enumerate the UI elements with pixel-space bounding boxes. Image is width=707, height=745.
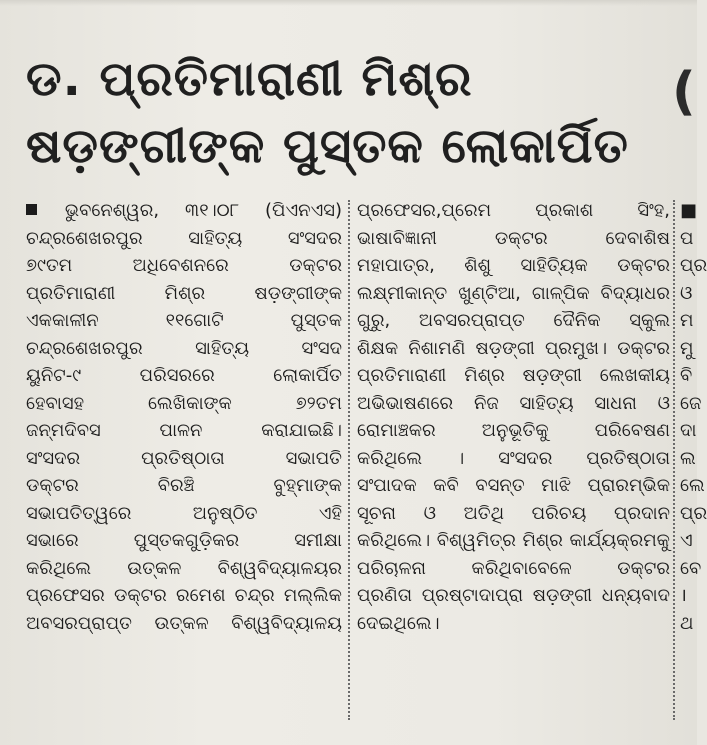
column-divider-1 bbox=[348, 200, 350, 720]
column-1-line: ପ୍ରଫେସର ଡକ୍ଟର ରମେଶ ଚନ୍ଦ୍ର ମଲ୍ଲିକ bbox=[26, 585, 342, 606]
fragment-line: ଲେ bbox=[680, 475, 705, 496]
column-1-line: ଏକକାଳୀନ ୧୧ଗୋଟି ପୁସ୍ତକ bbox=[26, 310, 342, 331]
fragment-line: । bbox=[680, 585, 687, 606]
fragment-line: ମ bbox=[680, 310, 694, 331]
dateline-text: ଭୁବନେଶ୍ୱର, ୩୧।୦୮ (ପିଏନଏସ) bbox=[64, 200, 342, 221]
column-2-line: ରୋମାଞ୍ଚକର ଅନୁଭୂତିକୁ ପରିବେଷଣ bbox=[357, 420, 670, 441]
column-1-line: ଚନ୍ଦ୍ରଶେଖରପୁର ସାହିତ୍ୟ ସଂସଦ bbox=[26, 337, 342, 359]
column-2-line: ସୂଚନା ଓ ଅତିଥି ପରିଚୟ ପ୍ରଦାନ bbox=[357, 502, 670, 524]
fragment-line: ଓ bbox=[680, 282, 693, 304]
column-2-line: ଗୁରୁ, ଅବସରପ୍ରାପ୍ତ ଦୈନିକ ସ୍କୁଲ bbox=[357, 310, 670, 331]
column-divider-2 bbox=[673, 200, 675, 720]
article-column-1 bbox=[26, 197, 342, 637]
column-1-line: ୟୁନିଟ-୯ ପରିସରରେ ଲୋକାର୍ପିତ bbox=[26, 365, 342, 386]
column-1-line: ଜନ୍ମଦିବସ ପାଳନ କରାଯାଇଛି। bbox=[26, 420, 342, 441]
column-1-line: ସଭାପତିତ୍ୱରେ ଅନୁଷ୍ଠିତ ଏହି bbox=[26, 502, 342, 524]
column-2-line: ଭାଷାବିଜ୍ଞାନୀ ଡକ୍ଟର ଦେବାଶିଷ bbox=[357, 227, 670, 249]
fragment-line: ଲ bbox=[680, 447, 696, 469]
fragment-line: ଦା bbox=[680, 420, 697, 441]
column-2-line: ଲକ୍ଷ୍ମୀକାନ୍ତ ଖୁଣ୍ଟିଆ, ଗାଳ୍ପିକ ବିଦ୍ୟାଧର bbox=[357, 282, 670, 304]
column-2-line: ସଂପାଦକ କବି ବସନ୍ତ ମାଝି ପ୍ରାରମ୍ଭିକ bbox=[357, 475, 670, 496]
column-1-line: କରିଥିଲେ ଉତ୍କଳ ବିଶ୍ୱବିଦ୍ୟାଳୟର bbox=[26, 557, 342, 579]
headline-line-2: ଷଡ଼ଙ୍ଗୀଙ୍କ ପୁସ୍ତକ ଲୋକାର୍ପିତ bbox=[26, 118, 629, 174]
column-2-line: ଦେଇଥିଲେ। bbox=[357, 612, 440, 634]
fragment-line: ■ bbox=[680, 200, 698, 221]
fragment-line: ମୁ bbox=[680, 337, 694, 359]
column-2-line: ପ୍ରତିମାରାଣୀ ମିଶ୍ର ଷଡ଼ଙ୍ଗୀ ଲେଖକୀୟ bbox=[357, 365, 670, 386]
column-1-line: ସଂସଦର ପ୍ରତିଷ୍ଠାତା ସଭାପତି bbox=[26, 447, 342, 469]
column-2-line: କରିଥିଲେ । ସଂସଦର ପ୍ରତିଷ୍ଠାତା bbox=[357, 447, 670, 469]
dateline-bullet-icon bbox=[26, 204, 37, 215]
fragment-line: ପ bbox=[680, 227, 694, 249]
page-edge-shadow bbox=[0, 0, 697, 6]
column-2-line: ମହାପାତ୍ର, ଶିଶୁ ସାହିତ୍ୟିକ ଡକ୍ଟର bbox=[357, 255, 670, 276]
column-1-line: ହେବାସହ ଲେଖିକାଙ୍କ ୭୨ତମ bbox=[26, 392, 342, 414]
adjacent-headline-fragment: ( bbox=[672, 62, 696, 122]
column-2-line: ପ୍ରଫେସର,ପ୍ରେମ ପ୍ରକାଶ ସିଂହ, bbox=[357, 200, 670, 221]
fragment-line: ବି bbox=[680, 365, 693, 386]
headline-line-1: ଡ. ପ୍ରତିମାରାଣୀ ମିଶ୍ର bbox=[26, 51, 473, 107]
column-1-line: ଚନ୍ଦ୍ରଶେଖରପୁର ସାହିତ୍ୟ ସଂସଦର bbox=[26, 227, 342, 249]
column-1-line: ଅବସରପ୍ରାପ୍ତ ଉତ୍କଳ ବିଶ୍ୱବିଦ୍ୟାଳୟ bbox=[26, 612, 342, 634]
fragment-line: ଥ bbox=[680, 612, 694, 634]
column-1-line: ସଭାରେ ପୁସ୍ତକଗୁଡ଼ିକର ସମୀକ୍ଷା bbox=[26, 530, 342, 551]
fragment-line: ପ୍ର bbox=[680, 502, 707, 524]
column-2-line: ଶିକ୍ଷକ ନିଶାମଣି ଷଡ଼ଙ୍ଗୀ ପ୍ରମୁଖ। ଡକ୍ଟର bbox=[357, 337, 670, 359]
fragment-line: ପ୍ର bbox=[680, 255, 707, 276]
fragment-line: ବେ bbox=[680, 557, 702, 579]
column-2-line: ପ୍ରଣିତା ପ୍ରଷ୍ଟାଦାପ୍ରା ଷଡ଼ଙ୍ଗୀ ଧନ୍ୟବାଦ bbox=[357, 585, 670, 606]
fragment-line: ଏ bbox=[680, 530, 693, 551]
column-2-line: ପରିଚାଳନା କରିଥିବାବେଳେ ଡକ୍ଟର bbox=[357, 557, 670, 579]
column-2-line: ଅଭିଭାଷଣରେ ନିଜ ସାହିତ୍ୟ ସାଧନା ଓ bbox=[357, 392, 670, 414]
adjacent-article-fragment bbox=[680, 197, 707, 637]
article-column-2 bbox=[357, 197, 670, 637]
column-2-line: କରିଥିଲେ। ବିଶ୍ୱମିତ୍ର ମିଶ୍ର କାର୍ଯ୍ୟକ୍ରମକୁ bbox=[357, 530, 670, 551]
column-1-line: ୭୯ତମ ଅଧିବେଶନରେ ଡକ୍ଟର bbox=[26, 255, 342, 276]
column-1-line: ଡକ୍ଟର ବିରଞ୍ଚି ବୁହ୍ମାଙ୍କ bbox=[26, 475, 342, 496]
fragment-line: ଜେ bbox=[680, 392, 702, 414]
column-1-line: ପ୍ରତିମାରାଣୀ ମିଶ୍ର ଷଡ଼ଙ୍ଗୀଙ୍କ bbox=[26, 282, 342, 304]
column-1-line-1 bbox=[26, 197, 342, 225]
